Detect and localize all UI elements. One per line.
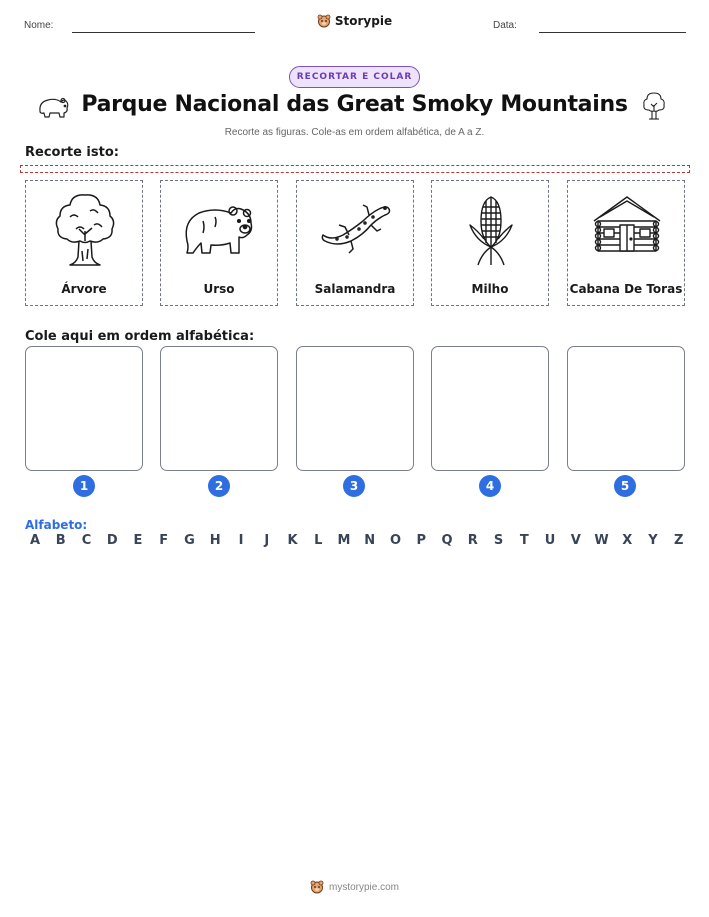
position-number-2: 2 — [208, 475, 230, 497]
position-number-3: 3 — [343, 475, 365, 497]
alphabet-letter: C — [81, 533, 92, 548]
alphabet-label: Alfabeto: — [25, 518, 88, 532]
footer — [0, 880, 709, 894]
alphabet-letter: M — [337, 533, 351, 548]
name-line[interactable] — [72, 32, 255, 33]
brand-logo — [0, 14, 709, 28]
alphabet-letter: L — [314, 533, 323, 548]
storypie-mascot-icon — [310, 880, 324, 894]
card-label: Milho — [471, 282, 509, 296]
date-label: Data: — [493, 20, 517, 31]
alphabet-letter: H — [209, 533, 221, 548]
paste-box-4[interactable] — [431, 346, 549, 471]
card-label: Cabana De Toras — [569, 282, 683, 296]
page-title: Parque Nacional das Great Smoky Mountains — [81, 92, 628, 117]
salamander-icon — [319, 191, 393, 271]
alphabet-letter: Z — [674, 533, 684, 548]
alphabet-letter: G — [184, 533, 195, 548]
alphabet-letter: K — [287, 533, 298, 548]
paste-section-label: Cole aqui em ordem alfabética: — [25, 329, 255, 344]
alphabet-letter: U — [544, 533, 556, 548]
position-number-5: 5 — [614, 475, 636, 497]
cut-section-label: Recorte isto: — [25, 145, 119, 160]
paste-box-5[interactable] — [567, 346, 685, 471]
paste-box-1[interactable] — [25, 346, 143, 471]
footer-url[interactable]: mystorypie.com — [328, 881, 399, 893]
brand-name: Storypie — [334, 14, 393, 28]
name-label: Nome: — [24, 20, 54, 31]
alphabet-letter: B — [55, 533, 66, 548]
position-number-4: 4 — [479, 475, 501, 497]
cut-card-tree[interactable] — [25, 180, 143, 306]
alphabet-letter: J — [264, 533, 270, 548]
alphabet-letter: R — [467, 533, 478, 548]
cut-card-log-cabin[interactable] — [567, 180, 685, 306]
cut-card-corn[interactable] — [431, 180, 549, 306]
alphabet-letter: T — [519, 533, 529, 548]
paste-box-2[interactable] — [160, 346, 278, 471]
alphabet-letter: Y — [648, 533, 658, 548]
activity-badge: RECORTAR E COLAR — [289, 66, 420, 88]
corn-icon — [456, 191, 526, 271]
alphabet-letter: F — [159, 533, 169, 548]
alphabet-letter: P — [416, 533, 427, 548]
alphabet-letter: I — [238, 533, 244, 548]
cut-card-bear[interactable] — [160, 180, 278, 306]
alphabet-letter: X — [622, 533, 633, 548]
cut-card-salamander[interactable] — [296, 180, 414, 306]
paste-box-3[interactable] — [296, 346, 414, 471]
alphabet-row — [27, 533, 687, 548]
alphabet-letter: V — [570, 533, 581, 548]
alphabet-letter: W — [594, 533, 609, 548]
log-cabin-icon — [590, 191, 664, 271]
position-number-1: 1 — [73, 475, 95, 497]
date-line[interactable] — [539, 32, 686, 33]
card-label: Árvore — [61, 282, 107, 296]
alphabet-letter: D — [106, 533, 118, 548]
tree-decoration-icon — [641, 91, 667, 121]
storypie-mascot-icon — [317, 14, 331, 28]
instructions: Recorte as figuras. Cole-as em ordem alfabética, de A a Z. — [224, 127, 485, 138]
alphabet-letter: A — [29, 533, 41, 548]
alphabet-letter: S — [493, 533, 504, 548]
tree-icon — [50, 191, 120, 271]
card-label: Urso — [203, 282, 235, 296]
alphabet-letter: Q — [441, 533, 453, 548]
alphabet-letter: O — [389, 533, 402, 548]
alphabet-letter: N — [364, 533, 376, 548]
alphabet-letter: E — [133, 533, 143, 548]
cut-line — [20, 165, 690, 173]
card-label: Salamandra — [314, 282, 396, 296]
bear-icon — [181, 191, 255, 271]
